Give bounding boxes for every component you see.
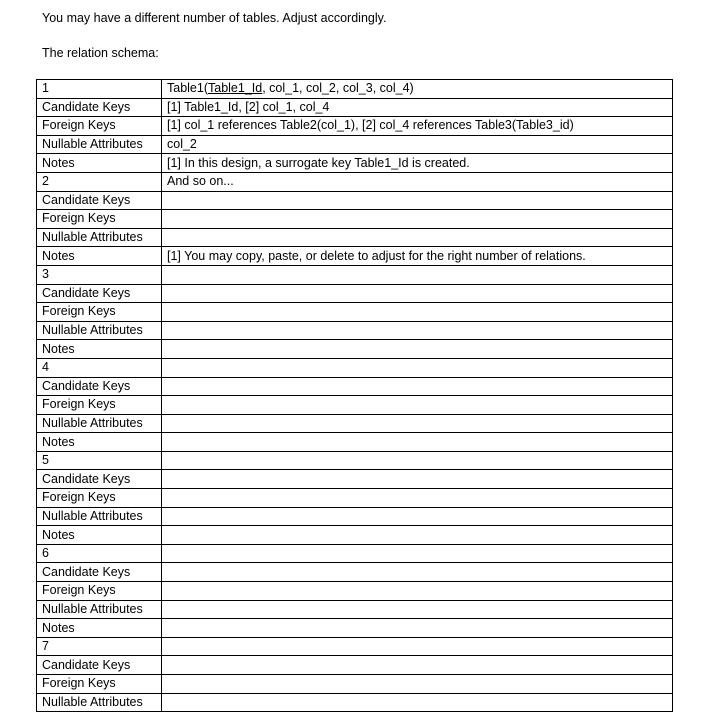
row-label: Foreign Keys [37,303,162,322]
relation-attribute-row [37,470,673,489]
row-label: Nullable Attributes [37,321,162,340]
intro-text: You may have a different number of tables. Adjust accordingly. [42,11,387,25]
row-value[interactable]: [1] col_1 references Table2(col_1), [2] col_4 references Table3(Table3_id) [162,117,673,136]
row-label: Nullable Attributes [37,228,162,247]
row-label: Foreign Keys [37,396,162,415]
relation-header-row [37,358,673,377]
row-label: Notes [37,433,162,452]
row-value[interactable] [162,210,673,229]
relation-attribute-row [37,489,673,508]
row-value[interactable] [162,191,673,210]
row-label: Candidate Keys [37,563,162,582]
row-value[interactable] [162,396,673,415]
row-value[interactable] [162,284,673,303]
relation-attribute-row [37,693,673,712]
relation-attribute-row [37,526,673,545]
row-label: Notes [37,247,162,266]
relation-header-row [37,172,673,191]
definition-part: Table1( [167,81,208,96]
row-label: Candidate Keys [37,191,162,210]
row-label: Foreign Keys [37,582,162,601]
row-label: Foreign Keys [37,489,162,508]
relation-attribute-row [37,284,673,303]
row-value[interactable] [162,619,673,638]
relation-attribute-row [37,414,673,433]
row-value[interactable] [162,414,673,433]
relation-header-row [37,80,673,99]
row-label: Notes [37,340,162,359]
row-value[interactable] [162,600,673,619]
row-label: Foreign Keys [37,117,162,136]
relation-attribute-row [37,117,673,136]
relation-attribute-row [37,303,673,322]
relation-definition[interactable] [162,451,673,470]
row-value[interactable] [162,656,673,675]
row-value[interactable]: [1] In this design, a surrogate key Table1_Id is created. [162,154,673,173]
relation-attribute-row [37,582,673,601]
row-label: Candidate Keys [37,377,162,396]
row-label: Nullable Attributes [37,693,162,712]
relation-definition[interactable] [162,358,673,377]
row-value[interactable]: col_2 [162,135,673,154]
row-value[interactable] [162,489,673,508]
row-label: Notes [37,619,162,638]
relation-number: 2 [37,172,162,191]
relation-attribute-row [37,396,673,415]
relation-attribute-row [37,377,673,396]
relation-attribute-row [37,619,673,638]
row-value[interactable] [162,507,673,526]
relation-definition[interactable] [162,544,673,563]
row-label: Nullable Attributes [37,600,162,619]
row-value[interactable] [162,377,673,396]
row-label: Notes [37,526,162,545]
row-label: Notes [37,154,162,173]
relation-header-row [37,544,673,563]
relation-number: 3 [37,265,162,284]
relation-definition[interactable] [162,637,673,656]
row-value[interactable] [162,321,673,340]
relation-attribute-row [37,433,673,452]
relation-attribute-row [37,135,673,154]
relation-attribute-row [37,228,673,247]
row-label: Foreign Keys [37,210,162,229]
relation-number: 5 [37,451,162,470]
row-value[interactable]: [1] You may copy, paste, or delete to adjust for the right number of relations. [162,247,673,266]
relation-attribute-row [37,210,673,229]
row-value[interactable] [162,303,673,322]
relation-attribute-row [37,600,673,619]
relation-attribute-row [37,563,673,582]
row-value[interactable] [162,582,673,601]
schema-caption: The relation schema: [42,46,159,60]
row-label: Nullable Attributes [37,507,162,526]
row-value[interactable] [162,693,673,712]
row-value[interactable] [162,526,673,545]
row-label: Candidate Keys [37,470,162,489]
relation-attribute-row [37,321,673,340]
relation-header-row [37,265,673,284]
relation-header-row [37,451,673,470]
row-value[interactable] [162,340,673,359]
relation-attribute-row [37,247,673,266]
row-label: Candidate Keys [37,98,162,117]
row-value[interactable]: [1] Table1_Id, [2] col_1, col_4 [162,98,673,117]
relation-number: 7 [37,637,162,656]
row-value[interactable] [162,470,673,489]
row-label: Nullable Attributes [37,414,162,433]
relation-schema-table [36,79,673,712]
row-label: Candidate Keys [37,656,162,675]
relation-attribute-row [37,656,673,675]
relation-number: 6 [37,544,162,563]
row-value[interactable] [162,433,673,452]
row-value[interactable] [162,675,673,694]
relation-attribute-row [37,340,673,359]
primary-key-attribute: Table1_Id [208,81,263,96]
relation-definition[interactable]: And so on... [162,172,673,191]
relation-attribute-row [37,507,673,526]
relation-attribute-row [37,191,673,210]
definition-part: , col_1, col_2, col_3, col_4) [262,81,414,96]
relation-attribute-row [37,675,673,694]
row-value[interactable] [162,228,673,247]
relation-definition[interactable] [162,80,673,99]
row-label: Foreign Keys [37,675,162,694]
relation-attribute-row [37,154,673,173]
row-value[interactable] [162,563,673,582]
relation-definition[interactable] [162,265,673,284]
relation-header-row [37,637,673,656]
relation-attribute-row [37,98,673,117]
relation-number: 1 [37,80,162,99]
row-label: Nullable Attributes [37,135,162,154]
relation-number: 4 [37,358,162,377]
row-label: Candidate Keys [37,284,162,303]
